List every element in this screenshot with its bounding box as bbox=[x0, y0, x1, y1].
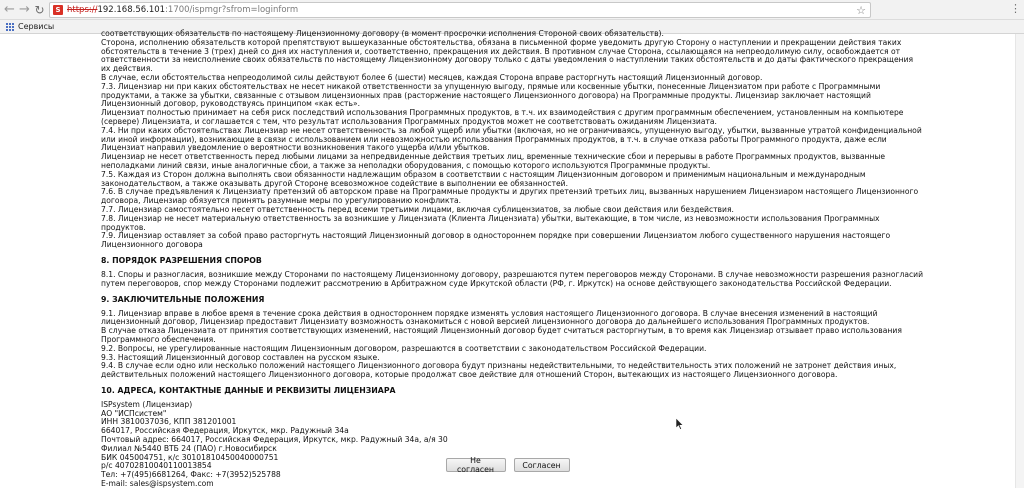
agreement-paragraph: 7.4. Ни при каких обстоятельствах Лицензиар не несет ответственность за любой ущерб или убытки (включая, но не ограничиваясь, упущенную выгоду, убытки, вызванные утратой конфиденциальной или иной информации), возникающие в связи с использованием или невозможностью использования Программных продуктов, в т.ч. в случае отказа работы Программного продукта, даже если Лицензиат направил уведомление о вероятности возникновения такого ущерба и/или убытков. bbox=[101, 125, 922, 153]
insecure-https-icon[interactable]: S bbox=[53, 5, 63, 15]
agree-button[interactable]: Согласен bbox=[514, 458, 570, 472]
agreement-paragraph: 9.4. В случае если одно или несколько положений настоящего Лицензионного договора будут признаны недействительными, то недействительность этих положений не затронет действия иных, действительных положений настоящего Лицензионного договора, которые продолжат свое действие для отношений Сторон, вытекающих из настоящего Лицензионного договора. bbox=[101, 361, 897, 380]
contact-line: 664017, Российская Федерация, Иркутск, мкр. Радужный 34а bbox=[101, 426, 349, 436]
address-bar[interactable] bbox=[49, 2, 871, 18]
section-7-paragraphs bbox=[101, 30, 924, 250]
back-arrow-icon[interactable]: ← bbox=[4, 2, 15, 17]
browser-menu-icon[interactable]: ⋮ bbox=[1010, 2, 1021, 15]
agreement-paragraph: 9.1. Лицензиар вправе в любое время в течение срока действия в одностороннем порядке изменять условия настоящего Лицензионного договора. В случае внесения изменений в настоящий лицензионный договор, Лицензиар предоставит Лицензиату возможность ознакомиться с новой версией лицензионного договора до дальнейшего использования Программных продуктов. bbox=[101, 308, 878, 327]
reload-icon[interactable]: ↻ bbox=[34, 2, 45, 17]
contact-line: Тел: +7(495)6681264, Факс: +7(3952)525788 bbox=[101, 470, 281, 480]
forward-arrow-icon[interactable]: → bbox=[19, 2, 30, 17]
bookmark-services[interactable]: Сервисы bbox=[18, 22, 55, 31]
section-9-heading: 9. ЗАКЛЮЧИТЕЛЬНЫЕ ПОЛОЖЕНИЯ bbox=[101, 294, 265, 304]
bookmark-star-icon[interactable]: ☆ bbox=[856, 4, 866, 17]
agreement-paragraph: Лицензиат полностью принимает на себя риск последствий использования Программных продуктов, в т.ч. их взаимодействия с другим программным обеспечением, установленным на компьютере (сервере) Лицензиата, и соглашается с тем, что результат использования Программных продуктов может не соответствовать ожиданиям Лицензиата. bbox=[101, 108, 904, 126]
agreement-paragraph: 9.2. Вопросы, не урегулированные настоящим Лицензионным договором, разрешаются в соответствии с законодательством Российской Федерации. bbox=[101, 343, 707, 353]
apps-grid-icon[interactable] bbox=[6, 23, 14, 31]
section-9-paragraphs bbox=[101, 310, 924, 380]
contact-line: Филиал №5440 ВТБ 24 (ПАО) г.Новосибирск bbox=[101, 443, 277, 453]
agreement-paragraph: 8.1. Споры и разногласия, возникшие между Сторонами по настоящему Лицензионному договору, разрешаются путем переговоров между Сторонами. В случае невозможности разрешения разногласий путем переговоров, спор между Сторонами подлежит рассмотрению в Арбитражном суде Иркутской области (РФ, г. Иркутск) на основе действующего законодательства Российской Федерации. bbox=[101, 269, 924, 288]
section-10-heading: 10. АДРЕСА, КОНТАКТНЫЕ ДАННЫЕ И РЕКВИЗИТЫ ЛИЦЕНЗИАРА bbox=[101, 385, 396, 395]
license-page bbox=[0, 29, 1024, 489]
agreement-paragraph: 7.7. Лицензиар самостоятельно несет ответственность перед всеми третьими лицами, включая сублицензиатов, за любые свои действия или бездействия. bbox=[101, 204, 734, 214]
page-scrollbar[interactable] bbox=[1015, 34, 1024, 488]
agreement-paragraph: соответствующих обязательств по настоящему Лицензионному договору (в момент просрочки исполнения Стороной своих обязательств). bbox=[101, 29, 664, 38]
agreement-paragraph: 7.6. В случае предъявления к Лицензиату претензий об авторском праве на Программные продукты и других претензий третьих лиц, вызванных нарушением Лицензиаром настоящего Лицензионного договора, Лицензиар обязуется принять разумные меры по урегулированию конфликта. bbox=[101, 187, 919, 206]
url-host: 192.168.56.101 bbox=[97, 5, 166, 15]
url-path: :1700/ispmgr?sfrom=loginform bbox=[165, 5, 299, 15]
agreement-actions bbox=[0, 458, 1015, 472]
contact-line: р/с 40702810040110013854 bbox=[101, 461, 212, 471]
agreement-paragraph: Лицензиар не несет ответственность перед любыми лицами за непредвиденные действия третьих лиц, временные технические сбои и перерывы в работе Программных продуктов, вызванные неполадками линий связи, иные аналогичные сбои, а также за неполадки оборудования, с помощью которого используются Программные продукты. bbox=[101, 152, 886, 170]
section-8-heading: 8. ПОРЯДОК РАЗРЕШЕНИЯ СПОРОВ bbox=[101, 255, 262, 265]
agreement-paragraph: Сторона, исполнению обязательств которой препятствуют вышеуказанные обстоятельства, обязана в письменной форме уведомить другую Сторону о наступлении и прекращении действия таких обстоятельств в течение 3 (трех) дней со дня их наступления и, соответственно, прекращения их действия. В противном случае Сторона, ссылающаяся на непреодолимую силу, освобождается от ответственности за неисполнение своих обязательств по настоящему Лицензионному договору только с даты уведомления о наступлении таких обстоятельств и до даты фактического прекращения их действия. bbox=[101, 37, 914, 74]
agreement-paragraph: 9.3. Настоящий Лицензионный договор составлен на русском языке. bbox=[101, 352, 380, 362]
agreement-paragraph: В случае, если обстоятельства непреодолимой силы действуют более 6 (шести) месяцев, каждая Сторона вправе расторгнуть настоящий Лицензионный договор. bbox=[101, 72, 763, 82]
agreement-paragraph: 7.9. Лицензиар оставляет за собой право расторгнуть настоящий Лицензионный договор в одностороннем порядке при совершении Лицензиатом любого существенного нарушения настоящего Лицензионного договора bbox=[101, 231, 891, 250]
contact-line: БИК 045004751, к/с 30101810450040000751 bbox=[101, 452, 279, 462]
url-scheme: https:// bbox=[67, 5, 98, 15]
agreement-paragraph: 7.5. Каждая из Сторон должна выполнять свои обязанности надлежащим образом в соответствии с настоящим Лицензионным договором и применимым национальным и международным законодательством, а также оказывать другой Стороне всевозможное содействие в выполнении ее обязанностей. bbox=[101, 169, 866, 188]
contact-line: E-mail: sales@ispsystem.com bbox=[101, 479, 214, 489]
disagree-button[interactable]: Не согласен bbox=[446, 458, 506, 472]
contact-line: АО "ИСПсистем" bbox=[101, 408, 167, 418]
license-agreement-text bbox=[101, 30, 924, 489]
contact-line: Почтовый адрес: 664017, Российская Федерация, Иркутск, мкр. Радужный 34а, а/я 30 bbox=[101, 435, 448, 445]
agreement-paragraph: 7.3. Лицензиар ни при каких обстоятельствах не несет никакой ответственности за упущенную выгоду, прямые или косвенные убытки, понесенные Лицензиатом при работе с Программными продуктами, а также за убытки, связанные с отзывом лицензионных прав (расторжение настоящего Лицензионного договора) на Программные продукты. Лицензиар заключает настоящий Лицензионный договор, руководствуясь принципом «как есть». bbox=[101, 81, 881, 109]
agreement-paragraph: В случае отказа Лицензиата от принятия соответствующих изменений, настоящий Лицензионный договор будет считаться расторгнутым, в то время как Лицензиар отзывает право использования Программного обеспечения. bbox=[101, 326, 902, 344]
contact-line: ИНН 3810037036, КПП 381201001 bbox=[101, 417, 237, 427]
browser-toolbar bbox=[0, 0, 1024, 20]
licensor-contacts bbox=[101, 401, 924, 489]
agreement-paragraph: 7.8. Лицензиар не несет материальную ответственность за возникшие у Лицензиата (Клиента Лицензиата) убытки, вытекающие, в том числе, из невозможности использования Программных продуктов. bbox=[101, 213, 880, 232]
section-8-paragraphs bbox=[101, 271, 924, 289]
contact-line: ISPsystem (Лицензиар) bbox=[101, 399, 193, 409]
